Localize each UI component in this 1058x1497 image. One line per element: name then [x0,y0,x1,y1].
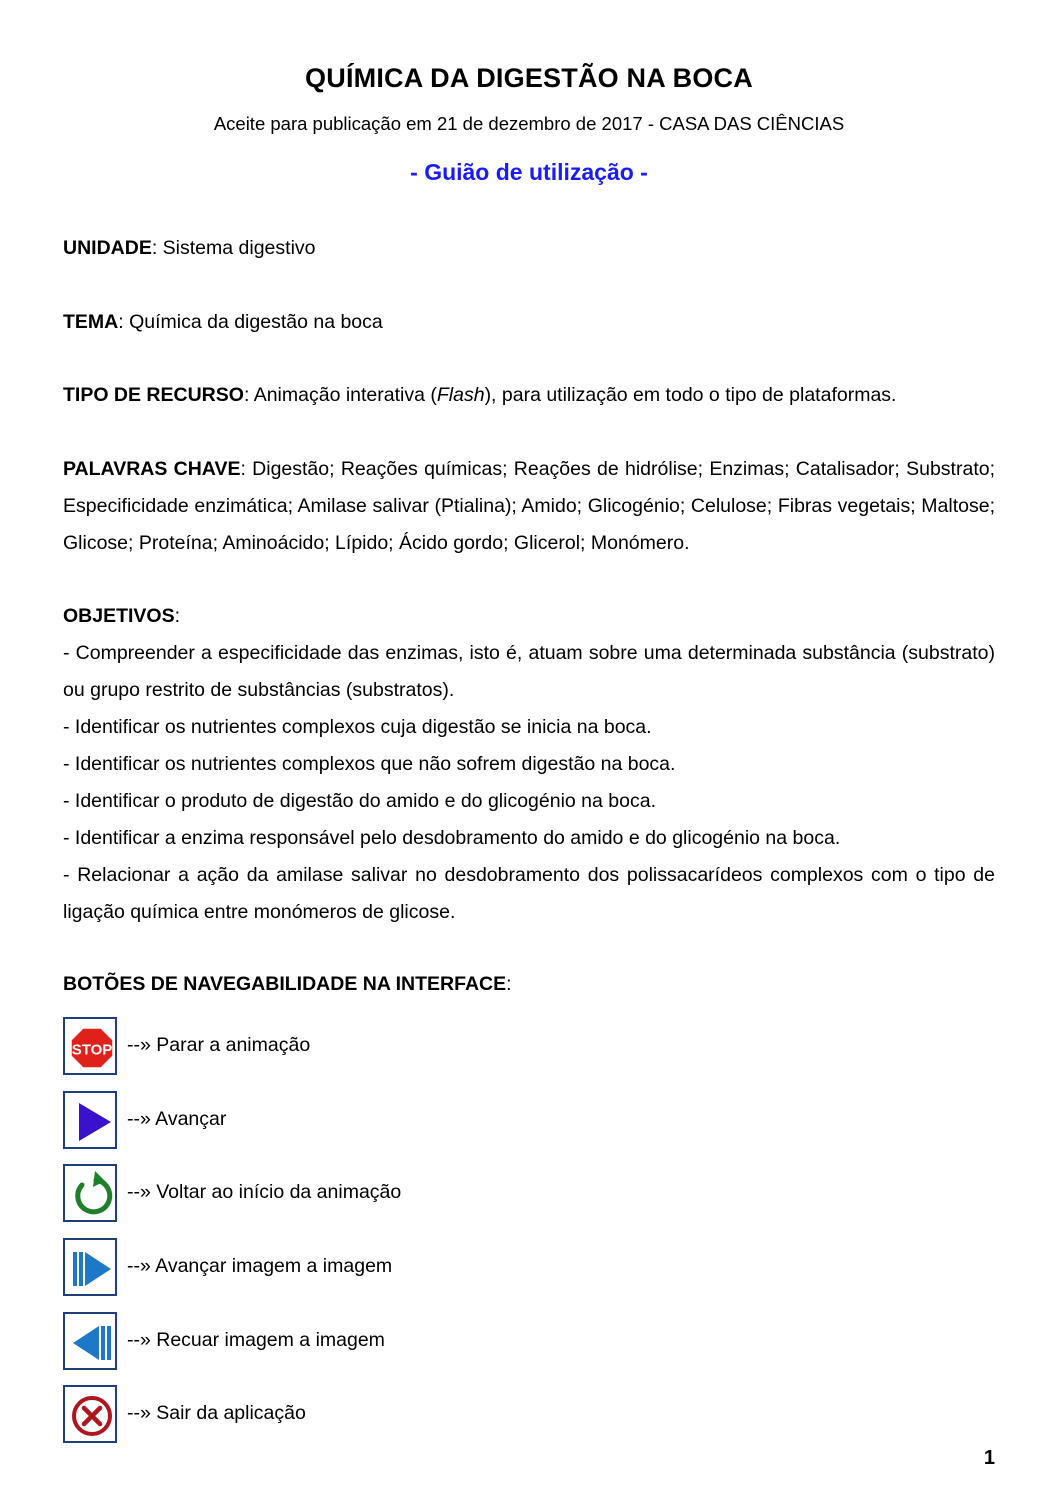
palavras-chave-field [63,451,995,562]
step-forward-icon [65,1240,119,1298]
tipo-recurso-field [63,377,995,414]
play-button[interactable] [63,1091,117,1149]
step-back-button[interactable] [63,1312,117,1370]
guide-heading: - Guião de utilização - [410,159,648,185]
tema-label: TEMA [63,311,119,333]
objetivo-item: - Compreender a especificidade das enzimas, isto é, atuam sobre uma determinada substância (substrato) ou grupo restrito de substâncias (substratos). [63,642,995,701]
unidade-field [63,230,995,267]
stop-icon [65,1019,119,1077]
nav-row-step-back [63,1312,663,1374]
exit-icon [65,1387,119,1445]
play-icon [65,1093,119,1151]
objetivo-item: - Identificar a enzima responsável pelo desdobramento do amido e do glicogénio na boca. [63,827,841,849]
objetivos-heading [63,598,995,635]
unidade-value: : Sistema digestivo [151,237,316,259]
publication-note: Aceite para publicação em 21 de dezembro de 2017 - CASA DAS CIÊNCIAS [213,113,845,134]
step-back-icon [65,1314,119,1372]
nav-row-play [63,1091,663,1153]
nav-description: --» Avançar imagem a imagem [127,1255,393,1277]
tema-value: : Química da digestão na boca [118,311,383,333]
objetivos-section [63,598,995,931]
stop-icon-text: STOP [71,1041,113,1059]
botoes-colon: : [506,973,512,995]
botoes-label: BOTÕES DE NAVEGABILIDADE NA INTERFACE [63,973,507,995]
tema-field [63,304,995,341]
page-number: 1 [983,1447,995,1469]
nav-description: --» Parar a animação [127,1034,311,1056]
botoes-heading [63,966,995,1003]
tipo-recurso-value-pre: : Animação interativa ( [243,384,437,406]
step-forward-button[interactable] [63,1238,117,1296]
nav-row-stop [63,1017,663,1079]
document-title: QUÍMICA DA DIGESTÃO NA BOCA [305,63,753,93]
unidade-label: UNIDADE [63,237,152,259]
nav-description: --» Voltar ao início da animação [127,1181,402,1203]
tipo-recurso-value-post: ), para utilização em todo o tipo de plataformas. [484,384,897,406]
stop-button[interactable] [63,1017,117,1075]
restart-button[interactable] [63,1164,117,1222]
nav-row-restart [63,1164,663,1226]
palavras-chave-value: : Digestão; Reações químicas; Reações de hidrólise; Enzimas; Catalisador; Substrato; Especificidade enzimática; Amilase salivar (Ptialina); Amido; Glicogénio; Celulose; Fibras vegetais; Maltose; Glicose; Proteína; Aminoácido; Lípido; Ácido gordo; Glicerol; Monómero. [63,458,995,554]
exit-button[interactable] [63,1385,117,1443]
tipo-recurso-label: TIPO DE RECURSO [63,384,244,406]
objetivo-item: - Relacionar a ação da amilase salivar no desdobramento dos polissacarídeos complexos com o tipo de ligação química entre monómeros de glicose. [63,864,995,923]
restart-icon [65,1166,119,1224]
nav-description: --» Sair da aplicação [127,1402,306,1424]
palavras-chave-label: PALAVRAS CHAVE [63,458,241,480]
objetivo-item: - Identificar os nutrientes complexos cuja digestão se inicia na boca. [63,716,652,738]
nav-row-step-forward [63,1238,663,1300]
nav-description: --» Recuar imagem a imagem [127,1329,385,1351]
nav-row-exit [63,1385,663,1447]
tipo-recurso-value-italic: Flash [436,384,485,406]
nav-description: --» Avançar [127,1108,227,1130]
objetivos-colon: : [174,605,181,627]
objetivos-label: OBJETIVOS [63,605,175,627]
objetivo-item: - Identificar o produto de digestão do amido e do glicogénio na boca. [63,790,656,812]
objetivo-item: - Identificar os nutrientes complexos que não sofrem digestão na boca. [63,753,676,775]
